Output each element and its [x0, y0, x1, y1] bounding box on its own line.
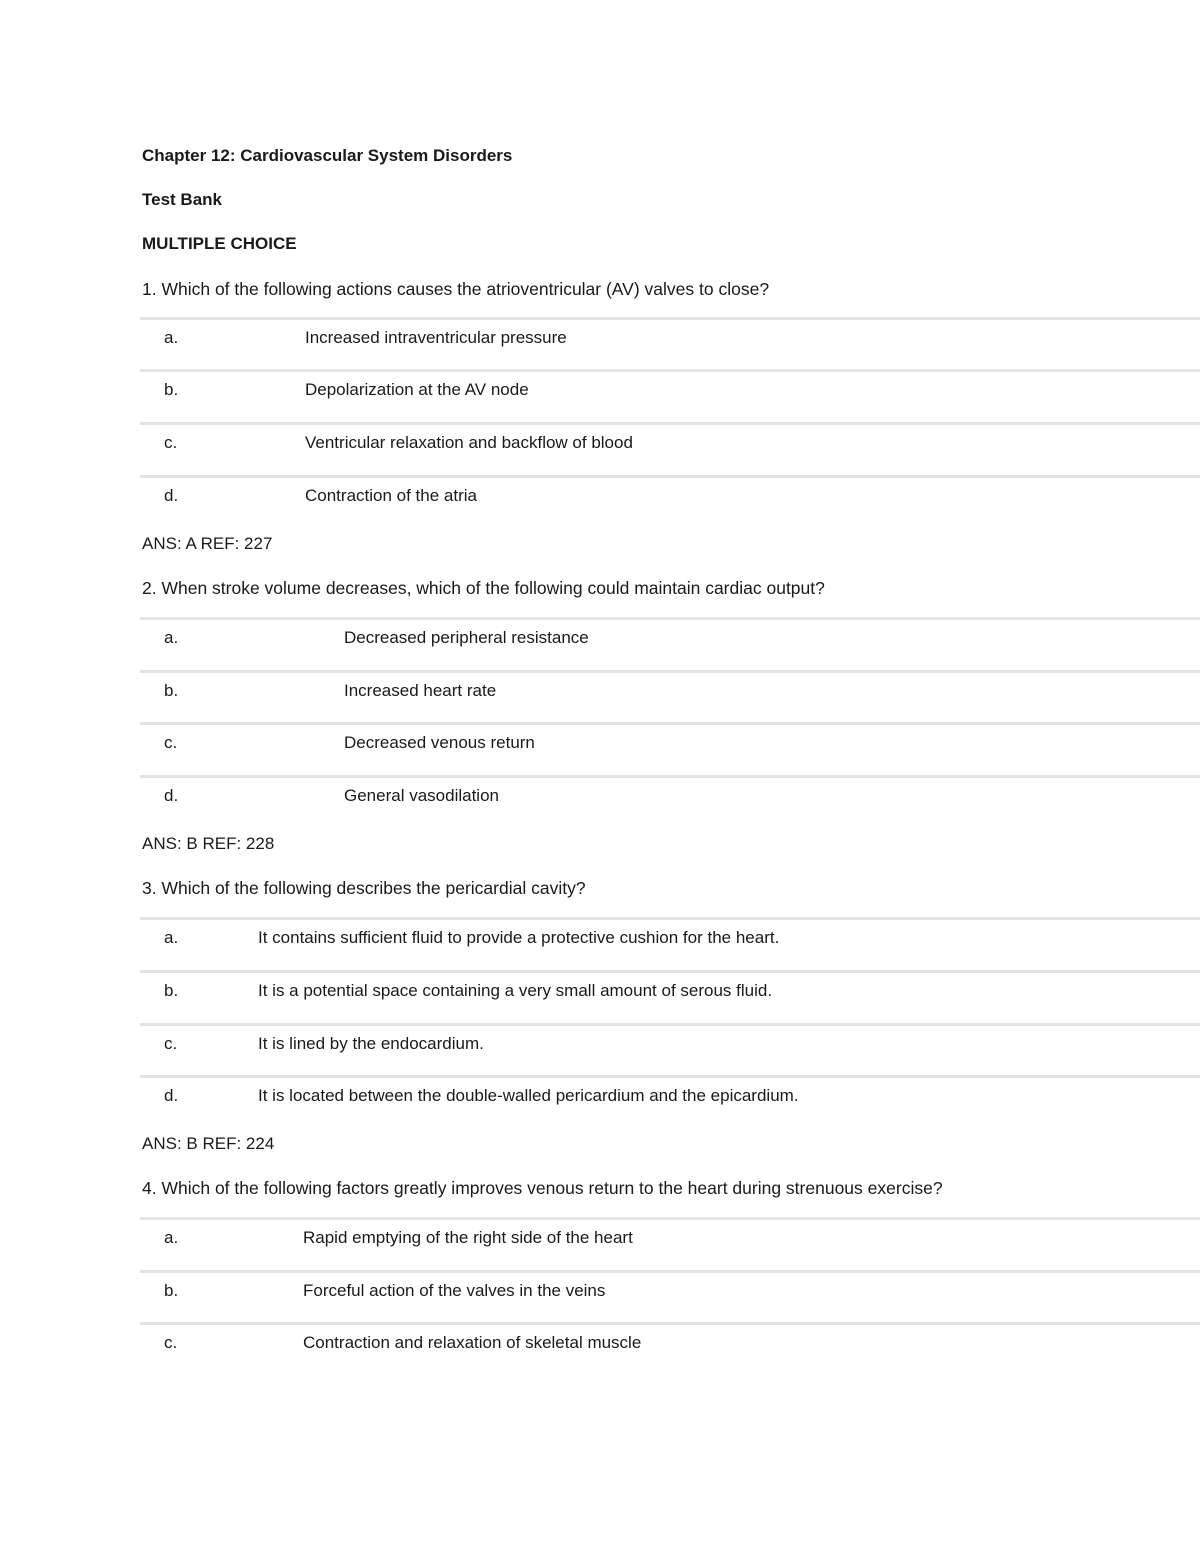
- option-letter: d.: [164, 786, 179, 805]
- option-row: [140, 1322, 1200, 1374]
- option-row: [140, 475, 1200, 527]
- option-row: [140, 917, 1200, 969]
- option-row: [140, 670, 1200, 722]
- option-text: Forceful action of the valves in the veins: [303, 1281, 606, 1300]
- answer-key-3: ANS: B REF: 224: [142, 1134, 275, 1153]
- option-letter: d.: [164, 1086, 179, 1105]
- option-row: [140, 1217, 1200, 1269]
- option-letter: c.: [164, 1333, 178, 1352]
- question-4-text: 4. Which of the following factors greatly improves venous return to the heart during strenuous exercise?: [142, 1178, 943, 1198]
- question-3-text: 3. Which of the following describes the pericardial cavity?: [142, 878, 586, 898]
- option-letter: b.: [164, 380, 179, 399]
- option-text: It is lined by the endocardium.: [258, 1034, 484, 1053]
- option-row: [140, 369, 1200, 421]
- option-letter: a.: [164, 328, 179, 347]
- option-text: Contraction and relaxation of skeletal muscle: [303, 1333, 642, 1352]
- option-letter: b.: [164, 981, 179, 1000]
- option-letter: b.: [164, 681, 179, 700]
- option-text: Decreased venous return: [344, 733, 535, 752]
- section-heading: MULTIPLE CHOICE: [142, 234, 297, 253]
- question-2-text: 2. When stroke volume decreases, which of the following could maintain cardiac output?: [142, 578, 825, 598]
- option-letter: d.: [164, 486, 179, 505]
- option-row: [140, 722, 1200, 774]
- answer-key-2: ANS: B REF: 228: [142, 834, 275, 853]
- option-letter: a.: [164, 628, 179, 647]
- option-letter: a.: [164, 1228, 179, 1247]
- option-row: [140, 317, 1200, 369]
- option-letter: c.: [164, 433, 178, 452]
- option-text: It is located between the double-walled pericardium and the epicardium.: [258, 1086, 799, 1105]
- option-text: Depolarization at the AV node: [305, 380, 529, 399]
- document-title: Chapter 12: Cardiovascular System Disorders: [142, 146, 513, 165]
- option-text: Rapid emptying of the right side of the heart: [303, 1228, 633, 1247]
- option-row: [140, 422, 1200, 474]
- option-text: It is a potential space containing a very small amount of serous fluid.: [258, 981, 773, 1000]
- option-text: Decreased peripheral resistance: [344, 628, 589, 647]
- option-row: [140, 1075, 1200, 1127]
- option-text: Contraction of the atria: [305, 486, 477, 505]
- option-text: Ventricular relaxation and backflow of blood: [305, 433, 633, 452]
- option-row: [140, 775, 1200, 827]
- option-row: [140, 1023, 1200, 1075]
- option-letter: c.: [164, 1034, 178, 1053]
- option-row: [140, 1270, 1200, 1322]
- option-text: Increased heart rate: [344, 681, 497, 700]
- option-text: General vasodilation: [344, 786, 499, 805]
- option-row: [140, 617, 1200, 669]
- document-subtitle: Test Bank: [142, 190, 222, 209]
- answer-key-1: ANS: A REF: 227: [142, 534, 273, 553]
- option-row: [140, 970, 1200, 1022]
- option-letter: a.: [164, 928, 179, 947]
- question-1-text: 1. Which of the following actions causes the atrioventricular (AV) valves to close?: [142, 279, 770, 299]
- option-letter: b.: [164, 1281, 179, 1300]
- option-letter: c.: [164, 733, 178, 752]
- option-text: It contains sufficient fluid to provide a protective cushion for the heart.: [258, 928, 780, 947]
- option-text: Increased intraventricular pressure: [305, 328, 567, 347]
